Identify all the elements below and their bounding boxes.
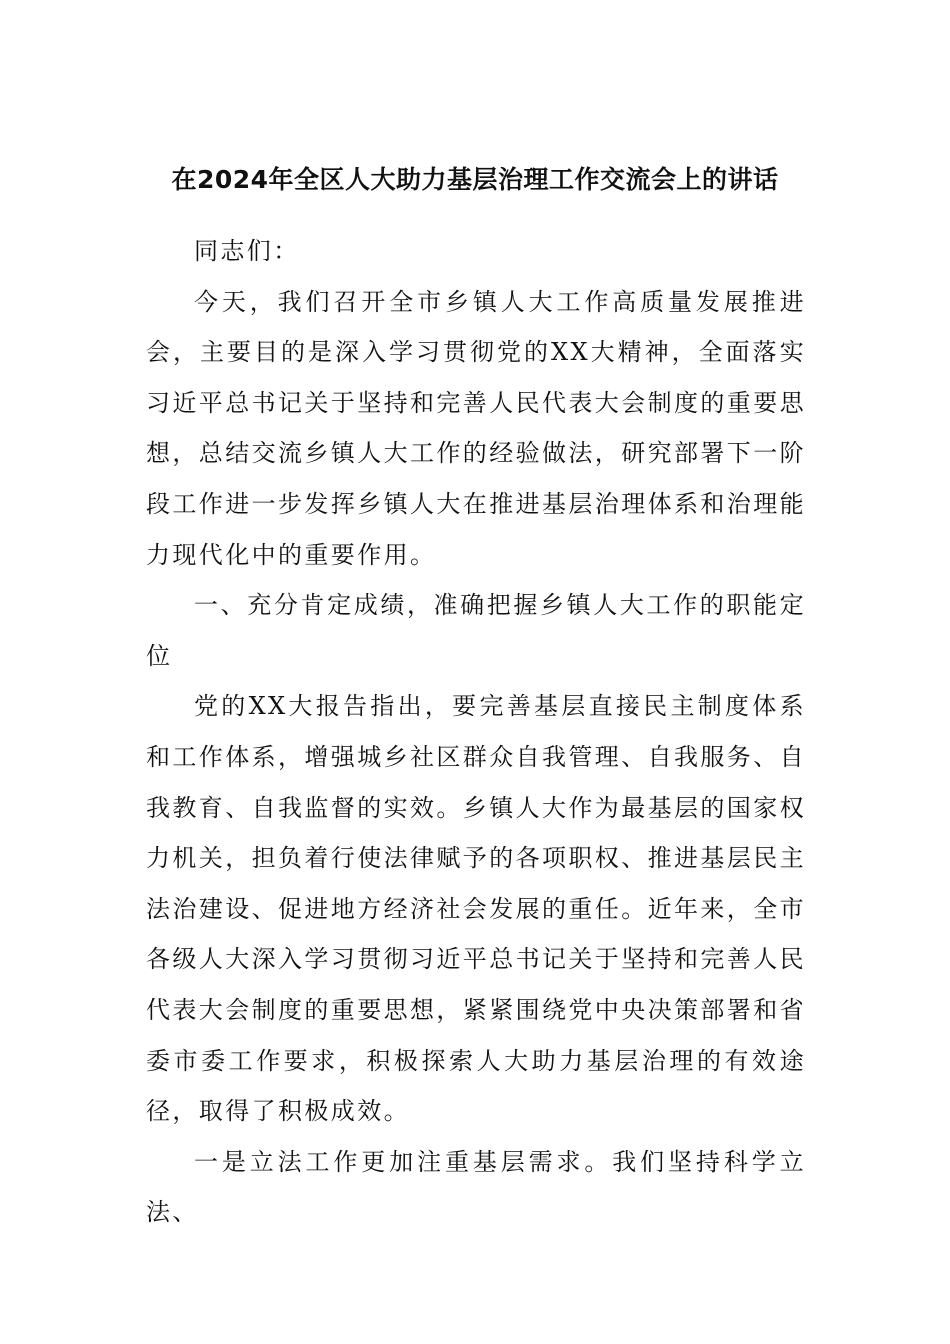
body-paragraph-continuing: 一是立法工作更加注重基层需求。我们坚持科学立法、: [146, 1147, 806, 1227]
salutation-paragraph: 同志们：: [194, 237, 300, 265]
body-paragraph: 党的XX大报告指出，要完善基层直接民主制度体系和工作体系，增强城乡社区群众自我管理、自我服务、自我教育、自我监督的实效。乡镇人大作为最基层的国家权力机关，担负着行使法律赋予的各项职权、推进基层民主法治建设、促进地方经济社会发展的重任。近年来，全市各级人大深入学习贯彻习近平总书记关于坚持和完善人民代表大会制度的重要思想，紧紧围绕党中央决策部署和省委市委工作要求，积极探索人大助力基层治理的有效途径，取得了积极成效。: [146, 692, 806, 1126]
document-body: [146, 226, 806, 1238]
section-heading-1: 一、充分肯定成绩，准确把握乡镇人大工作的职能定位: [146, 591, 806, 670]
document-title: 在2024年全区人大助力基层治理工作交流会上的讲话: [171, 165, 779, 194]
intro-paragraph: 今天，我们召开全市乡镇人大工作高质量发展推进会，主要目的是深入学习贯彻党的XX大精神，全面落实习近平总书记关于坚持和完善人民代表大会制度的重要思想，总结交流乡镇人大工作的经验做法，研究部署下一阶段工作进一步发挥乡镇人大在推进基层治理体系和治理能力现代化中的重要作用。: [146, 287, 806, 569]
